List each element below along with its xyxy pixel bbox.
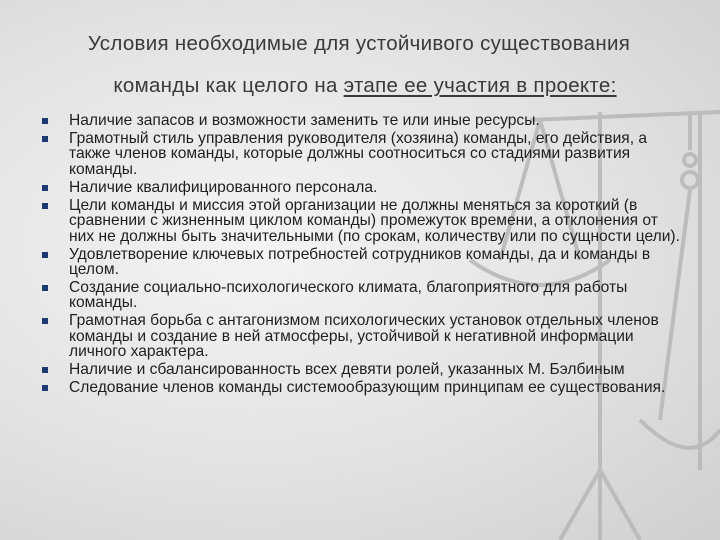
conditions-list <box>42 113 682 398</box>
list-item-text: Цели команды и миссия этой организации не должны меняться за короткий (в сравнении с жизненным циклом команды) промежуток времени, а отклонения от них не должны быть значительными (по срокам, количеству или по сущности цели). <box>69 196 680 245</box>
list-item <box>42 113 682 129</box>
square-bullet-icon <box>42 136 48 142</box>
square-bullet-icon <box>42 185 48 191</box>
list-item-text: Грамотный стиль управления руководителя (хозяина) команды, его действия, а также членов команды, которые должны соотноситься со стадиями развития команды. <box>69 129 648 178</box>
title-line-2-underlined: этапе ее участия в проекте: <box>343 74 617 97</box>
list-item-text: Наличие квалифицированного персонала. <box>69 178 378 196</box>
list-item <box>42 131 682 178</box>
square-bullet-icon <box>42 367 48 373</box>
title-line-2-prefix: команды как целого на <box>113 74 344 97</box>
list-item <box>42 280 682 311</box>
list-item-text: Наличие запасов и возможности заменить те или иные ресурсы. <box>69 112 540 129</box>
title-line-1: Условия необходимые для устойчивого существования <box>87 32 631 55</box>
list-item <box>42 362 682 378</box>
list-item-text: Грамотная борьба с антагонизмом психологических установок отдельных членов команды и создание в ней атмосферы, устойчивой к негативной информации личного характера. <box>69 312 659 361</box>
list-item-text: Удовлетворение ключевых потребностей сотрудников команды, да и команды в целом. <box>69 245 651 279</box>
square-bullet-icon <box>42 118 48 124</box>
list-item <box>42 380 682 396</box>
list-item <box>42 198 682 245</box>
square-bullet-icon <box>42 252 48 258</box>
list-item-text: Следование членов команды системообразующим принципам ее существования. <box>69 379 666 397</box>
list-item <box>42 247 682 278</box>
square-bullet-icon <box>42 203 48 209</box>
title-line-2 <box>10 74 720 98</box>
list-item <box>42 180 682 196</box>
list-item-text: Создание социально-психологического климата, благоприятного для работы команды. <box>69 278 628 312</box>
square-bullet-icon <box>42 318 48 324</box>
list-item <box>42 313 682 360</box>
square-bullet-icon <box>42 385 48 391</box>
list-item-text: Наличие и сбалансированность всех девяти ролей, указанных М. Бэлбиным <box>69 361 625 379</box>
square-bullet-icon <box>42 285 48 291</box>
slide-title <box>0 32 720 98</box>
